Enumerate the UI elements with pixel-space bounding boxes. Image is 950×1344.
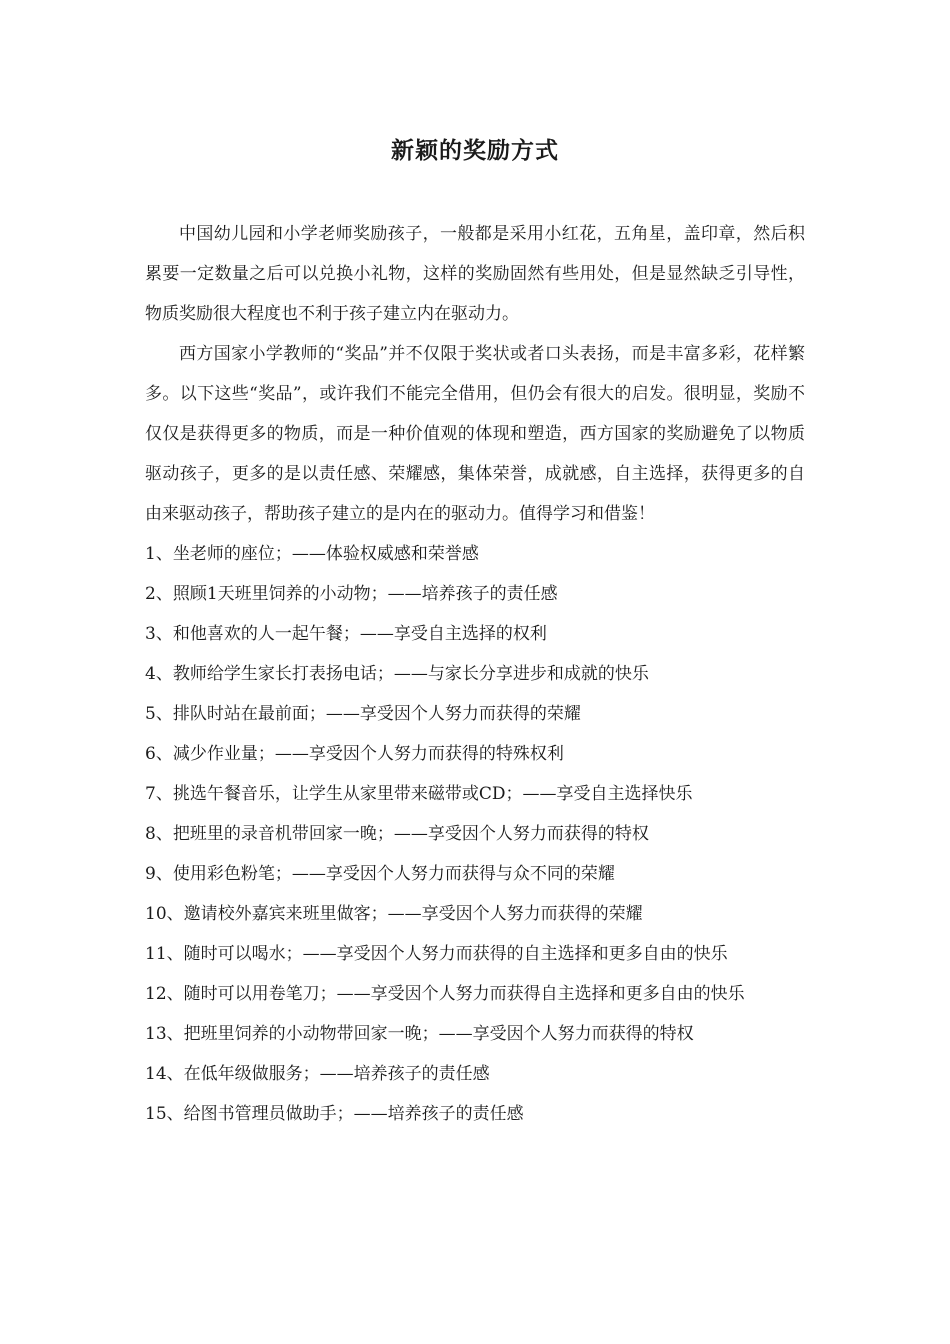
- list-item: 7、挑选午餐音乐，让学生从家里带来磁带或CD；——享受自主选择快乐: [145, 784, 693, 804]
- list-item: 3、和他喜欢的人一起午餐；——享受自主选择的权利: [145, 624, 547, 644]
- list-item: 11、随时可以喝水；——享受因个人努力而获得的自主选择和更多自由的快乐: [145, 944, 728, 964]
- reward-list: [145, 534, 805, 1134]
- list-item: 13、把班里饲养的小动物带回家一晚；——享受因个人努力而获得的特权: [145, 1024, 694, 1044]
- list-item: 10、邀请校外嘉宾来班里做客；——享受因个人努力而获得的荣耀: [145, 904, 643, 924]
- paragraph: 西方国家小学教师的“奖品”并不仅限于奖状或者口头表扬，而是丰富多彩，花样繁多。以下这些“奖品”，或许我们不能完全借用，但仍会有很大的启发。很明显，奖励不仅仅是获得更多的物质，而是一种价值观的体现和塑造，西方国家的奖励避免了以物质驱动孩子，更多的是以责任感、荣耀感，集体荣誉，成就感，自主选择，获得更多的自由来驱动孩子，帮助孩子建立的是内在的驱动力。值得学习和借鉴！: [145, 344, 805, 524]
- list-item: 4、教师给学生家长打表扬电话；——与家长分享进步和成就的快乐: [145, 664, 649, 684]
- list-item: 14、在低年级做服务；——培养孩子的责任感: [145, 1064, 490, 1084]
- list-item: 15、给图书管理员做助手；——培养孩子的责任感: [145, 1104, 524, 1124]
- document-body: [145, 214, 805, 1134]
- paragraph: 中国幼儿园和小学老师奖励孩子，一般都是采用小红花，五角星，盖印章，然后积累要一定数量之后可以兑换小礼物，这样的奖励固然有些用处，但是显然缺乏引导性，物质奖励很大程度也不利于孩子建立内在驱动力。: [145, 224, 805, 324]
- list-item: 2、照顾1天班里饲养的小动物；——培养孩子的责任感: [145, 584, 558, 604]
- document-title: 新颖的奖励方式: [391, 137, 559, 164]
- list-item: 8、把班里的录音机带回家一晚；——享受因个人努力而获得的特权: [145, 824, 649, 844]
- list-item: 6、减少作业量；——享受因个人努力而获得的特殊权利: [145, 744, 564, 764]
- list-item: 9、使用彩色粉笔；——享受因个人努力而获得与众不同的荣耀: [145, 864, 615, 884]
- list-item: 5、排队时站在最前面；——享受因个人努力而获得的荣耀: [145, 704, 581, 724]
- list-item: 12、随时可以用卷笔刀；——享受因个人努力而获得自主选择和更多自由的快乐: [145, 984, 745, 1004]
- list-item: 1、坐老师的座位；——体验权威感和荣誉感: [145, 544, 479, 564]
